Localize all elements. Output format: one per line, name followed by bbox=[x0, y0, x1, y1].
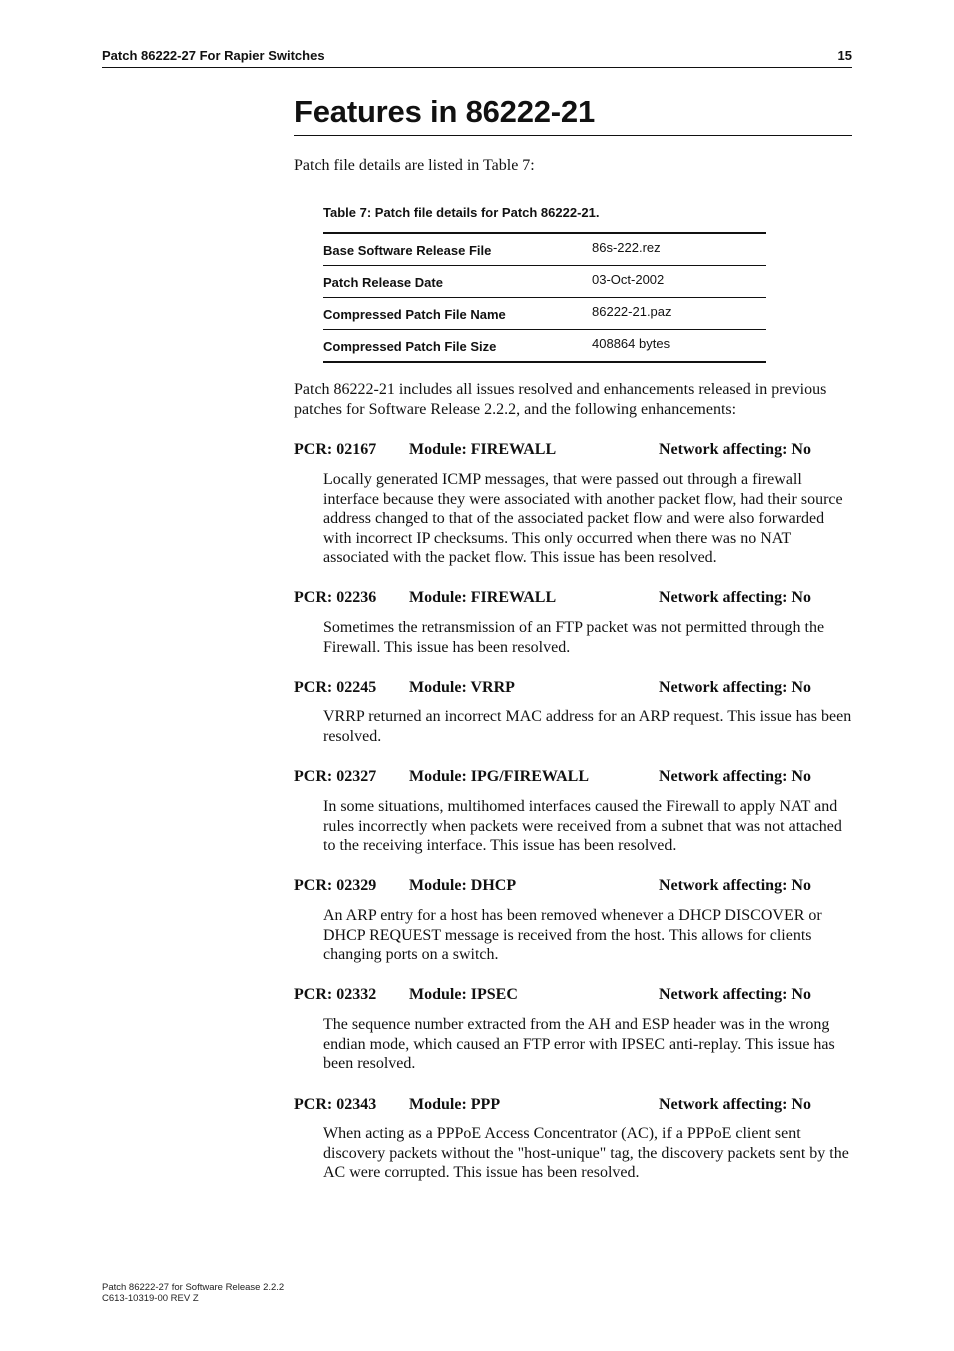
pcr-id: PCR: 02329 bbox=[294, 877, 377, 894]
pcr-network-affecting: Network affecting: No bbox=[659, 679, 811, 696]
summary-paragraph: Patch 86222-21 includes all issues resolved and enhancements released in previous patches for Software Release 2.2.2, and the following enhancements: bbox=[294, 381, 827, 418]
table-row bbox=[323, 233, 766, 266]
pcr-id: PCR: 02245 bbox=[294, 679, 377, 696]
pcr-module: Module: DHCP bbox=[409, 877, 517, 894]
table-row-value: 03-Oct-2002 bbox=[592, 266, 766, 298]
footer-release-line: Patch 86222-27 for Software Release 2.2.2 bbox=[102, 1282, 285, 1293]
pcr-heading bbox=[294, 986, 854, 1006]
pcr-module: Module: FIREWALL bbox=[409, 441, 557, 458]
table-row bbox=[323, 298, 766, 330]
table-row-value: 86222-21.paz bbox=[592, 298, 766, 330]
header-divider bbox=[102, 67, 852, 68]
table-row bbox=[323, 330, 766, 363]
pcr-heading bbox=[294, 877, 854, 897]
pcr-network-affecting: Network affecting: No bbox=[659, 986, 811, 1003]
pcr-module: Module: PPP bbox=[409, 1096, 501, 1113]
pcr-module: Module: FIREWALL bbox=[409, 589, 557, 606]
pcr-id: PCR: 02167 bbox=[294, 441, 377, 458]
pcr-module: Module: VRRP bbox=[409, 679, 515, 696]
pcr-description: The sequence number extracted from the AH and ESP header was in the wrong endian mode, which caused an FTP error with IPSEC anti-replay. This issue has been resolved. bbox=[323, 1016, 835, 1073]
table-row-label: Patch Release Date bbox=[323, 266, 592, 298]
table-row-value: 86s-222.rez bbox=[592, 233, 766, 266]
pcr-description: VRRP returned an incorrect MAC address for an ARP request. This issue has been resolved. bbox=[323, 708, 852, 745]
table-row-label: Compressed Patch File Name bbox=[323, 298, 592, 330]
pcr-network-affecting: Network affecting: No bbox=[659, 1096, 811, 1113]
document-title: Patch 86222-27 For Rapier Switches bbox=[102, 48, 325, 63]
title-divider bbox=[294, 135, 852, 136]
pcr-heading bbox=[294, 768, 854, 788]
pcr-module: Module: IPG/FIREWALL bbox=[409, 768, 590, 785]
pcr-description: An ARP entry for a host has been removed whenever a DHCP DISCOVER or DHCP REQUEST message is received from the host. This allows for clients changing ports on a switch. bbox=[323, 907, 822, 964]
page-footer bbox=[102, 1282, 284, 1304]
pcr-module: Module: IPSEC bbox=[409, 986, 518, 1003]
page-number: 15 bbox=[837, 48, 852, 63]
pcr-id: PCR: 02332 bbox=[294, 986, 377, 1003]
pcr-description: When acting as a PPPoE Access Concentrator (AC), if a PPPoE client sent discovery packets without the "host-unique" tag, the discovery packets sent by the AC were corrupted. This issue has been resolved. bbox=[323, 1125, 849, 1182]
table-caption: Table 7: Patch file details for Patch 86222-21. bbox=[323, 205, 600, 220]
pcr-description: In some situations, multihomed interfaces caused the Firewall to apply NAT and rules incorrectly when packets were received from a subnet that was not attached to the receiving interface. This issue has been resolved. bbox=[323, 798, 842, 855]
table-row-value: 408864 bytes bbox=[592, 336, 671, 351]
pcr-heading bbox=[294, 679, 854, 699]
table-row-label: Compressed Patch File Size bbox=[323, 339, 497, 354]
patch-details-table bbox=[323, 232, 766, 363]
pcr-id: PCR: 02343 bbox=[294, 1096, 377, 1113]
pcr-id: PCR: 02236 bbox=[294, 589, 377, 606]
section-title: Features in 86222-21 bbox=[294, 94, 596, 129]
pcr-description: Locally generated ICMP messages, that were passed out through a firewall interface because they were associated with another packet flow, had their source address changed to that of the associated packet flow and were also forwarded with incorrect IP checksums. This only occurred when there was no NAT associated with the packet flow. This issue has been resolved. bbox=[323, 471, 843, 567]
pcr-heading bbox=[294, 441, 854, 461]
pcr-network-affecting: Network affecting: No bbox=[659, 589, 811, 606]
pcr-network-affecting: Network affecting: No bbox=[659, 441, 811, 458]
footer-document-code: C613-10319-00 REV Z bbox=[102, 1293, 199, 1304]
pcr-heading bbox=[294, 1096, 854, 1116]
pcr-network-affecting: Network affecting: No bbox=[659, 877, 811, 894]
pcr-description: Sometimes the retransmission of an FTP packet was not permitted through the Firewall. This issue has been resolved. bbox=[323, 619, 825, 656]
pcr-network-affecting: Network affecting: No bbox=[659, 768, 811, 785]
pcr-heading bbox=[294, 589, 854, 609]
pcr-id: PCR: 02327 bbox=[294, 768, 377, 785]
table-row bbox=[323, 266, 766, 298]
table-row-label: Base Software Release File bbox=[323, 233, 592, 266]
intro-paragraph: Patch file details are listed in Table 7: bbox=[294, 157, 535, 174]
